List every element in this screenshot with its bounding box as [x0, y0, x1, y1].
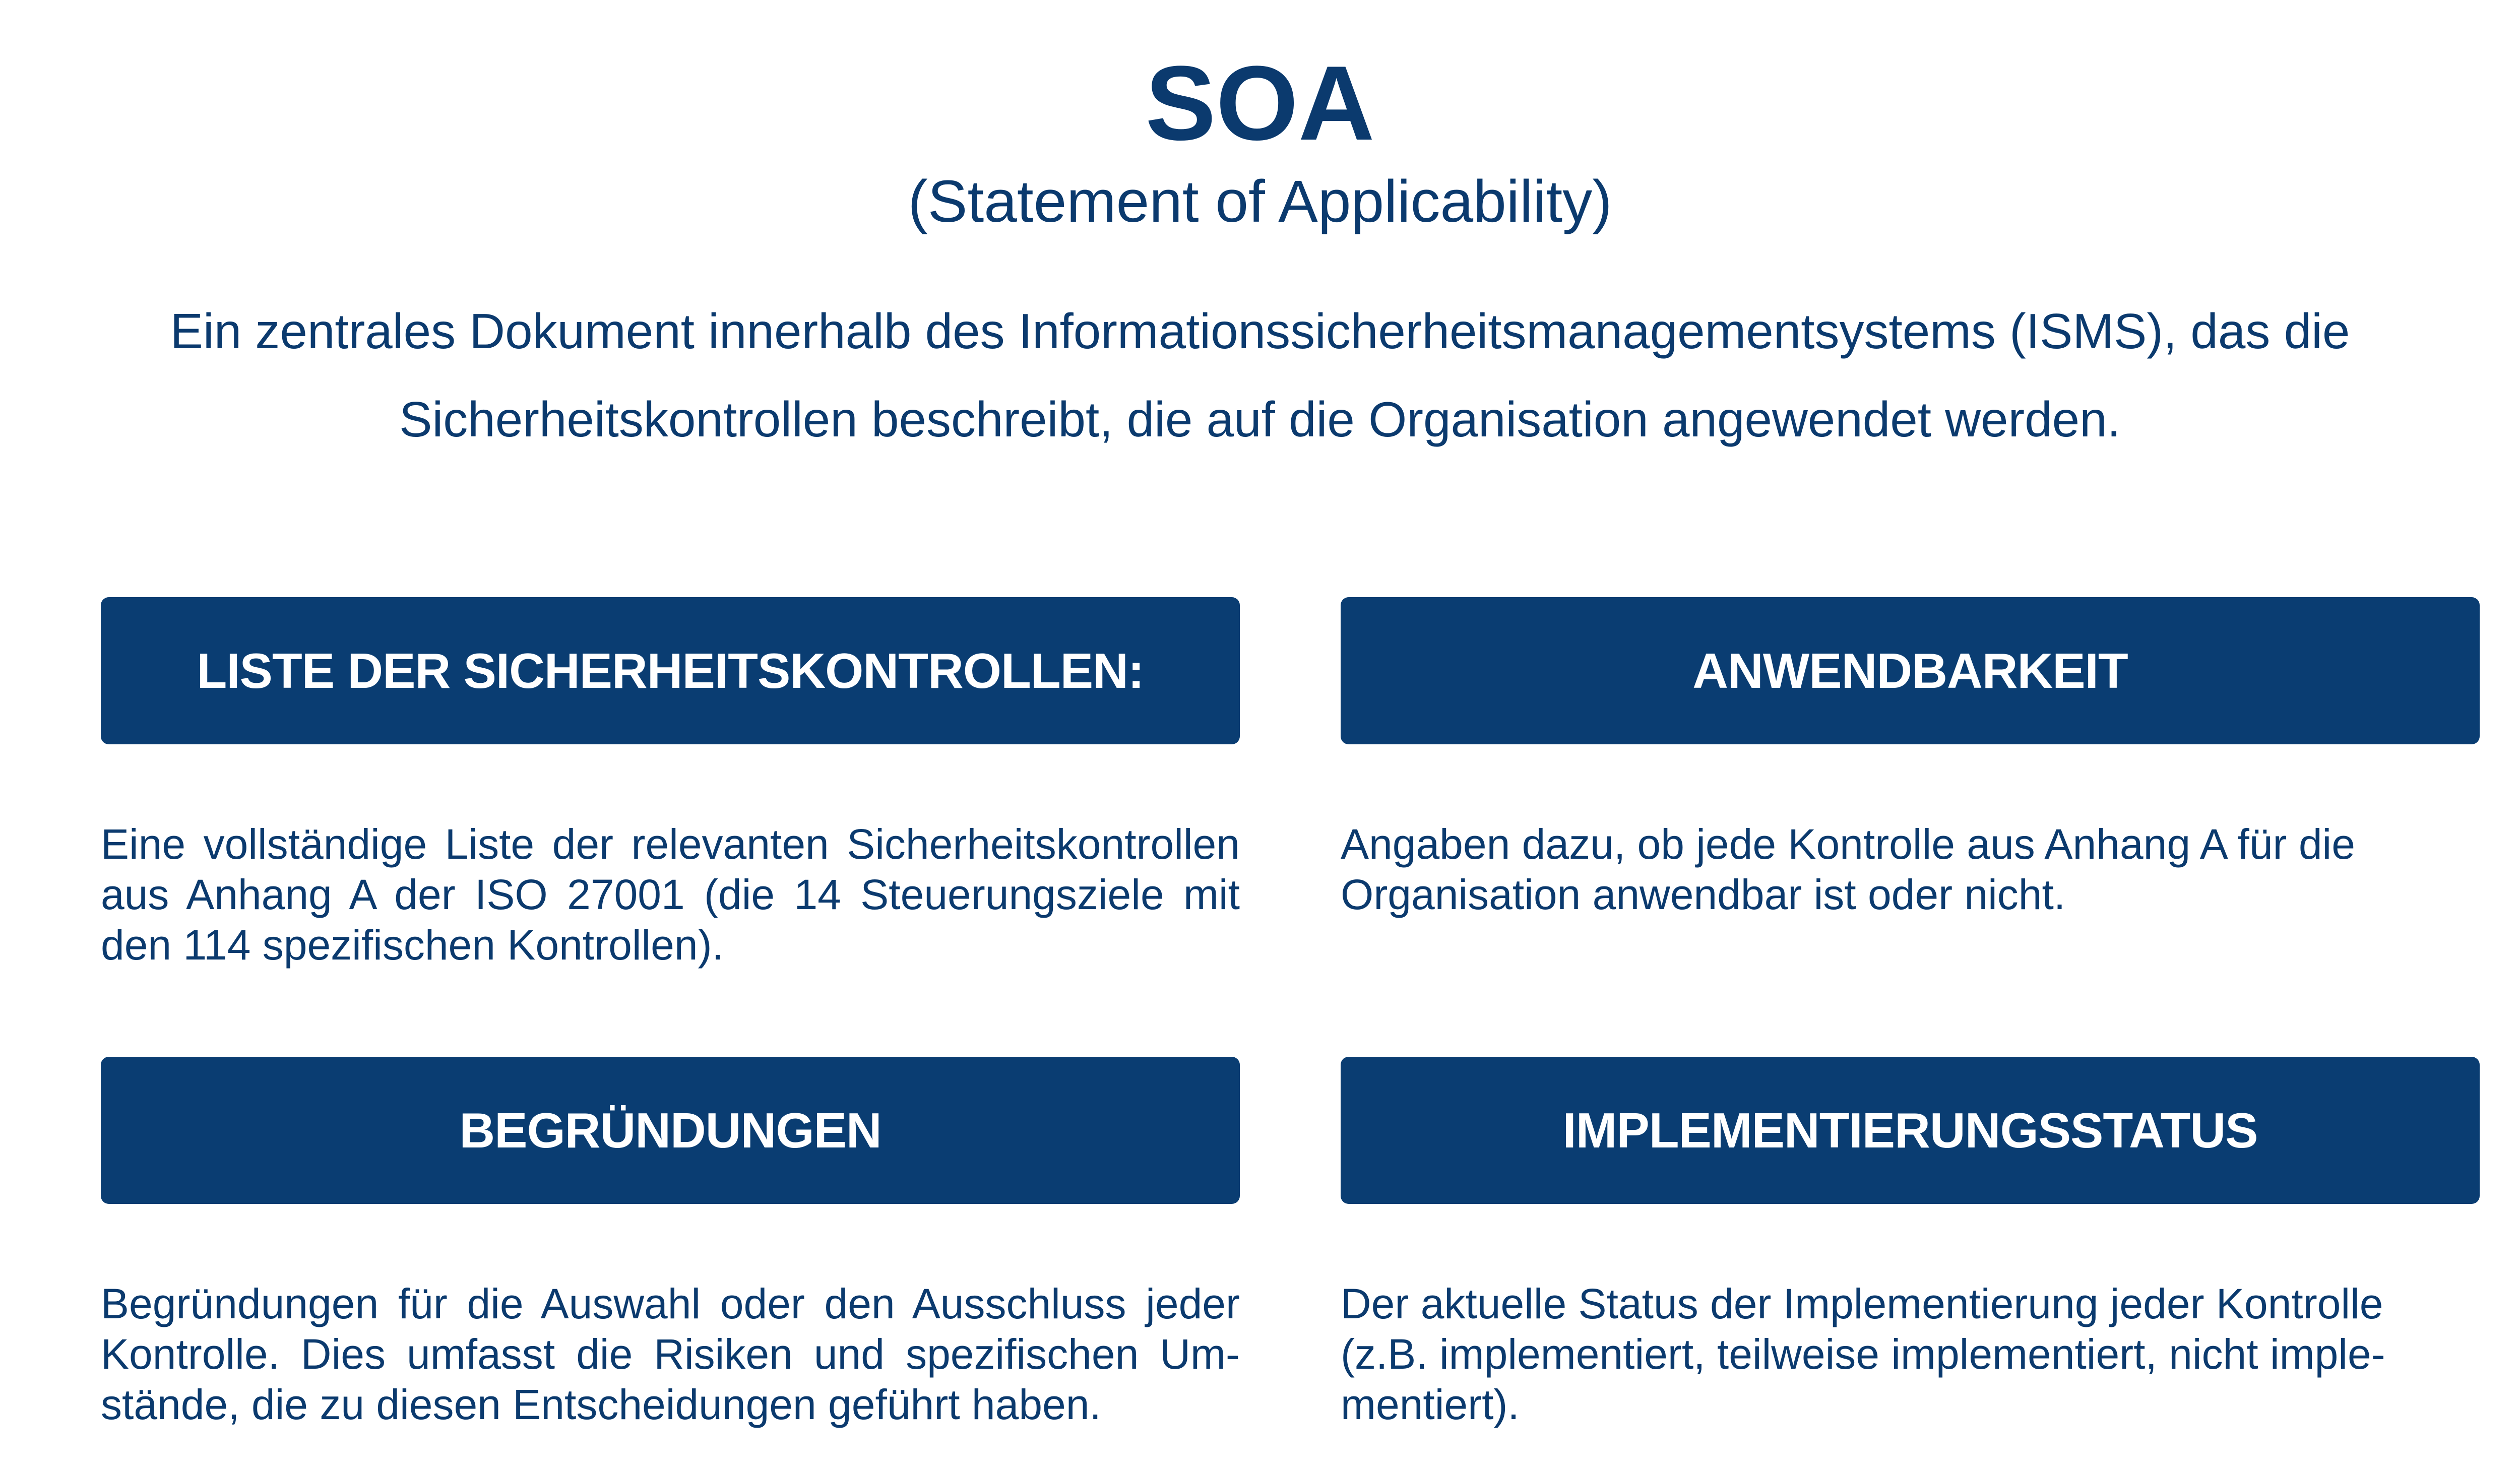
card-heading-label: ANWENDBARKEIT [1692, 643, 2128, 698]
card-heading-implementierungsstatus [1341, 1057, 2480, 1204]
card-heading-label: BEGRÜNDUNGEN [459, 1102, 881, 1158]
card-heading-liste [101, 597, 1240, 744]
page-title: SOA [1145, 44, 1375, 162]
card-heading-begruendungen [101, 1057, 1240, 1204]
card-text-implementierungsstatus: Der aktuelle Status der Implementierung jeder Kontrolle (z.B. implementiert, teilweise implementiert, nicht implementiert). [1341, 1280, 2385, 1428]
card-heading-label: IMPLEMENTIERUNGSSTATUS [1562, 1102, 2258, 1158]
card-heading-anwendbarkeit [1341, 597, 2480, 744]
page-subtitle: (Statement of Applicability) [908, 168, 1612, 235]
card-text-anwendbarkeit: Angaben dazu, ob jede Kontrolle aus Anhang A für die Organisation anwendbar ist oder nicht. [1341, 820, 2355, 918]
intro-text: Ein zentrales Dokument innerhalb des Informationssicherheitsmanagementsystems (ISMS), das die Sicherheitskontrollen beschreibt, die auf die Organisation angewendet werden. [170, 303, 2350, 447]
card-text-begruendungen: Begründungen für die Auswahl oder den Ausschluss jeder Kontrolle. Dies umfasst die Risiken und spezifischen Umstände, die zu diesen Entscheidungen geführt haben. [101, 1280, 1240, 1428]
card-text-liste: Eine vollständige Liste der relevanten Sicherheitskontrollen aus Anhang A der ISO 27001 (die 14 Steuerungsziele mit den 114 spezifischen Kontrollen). [101, 820, 1240, 969]
card-heading-label: LISTE DER SICHERHEITSKONTROLLEN: [197, 643, 1144, 698]
